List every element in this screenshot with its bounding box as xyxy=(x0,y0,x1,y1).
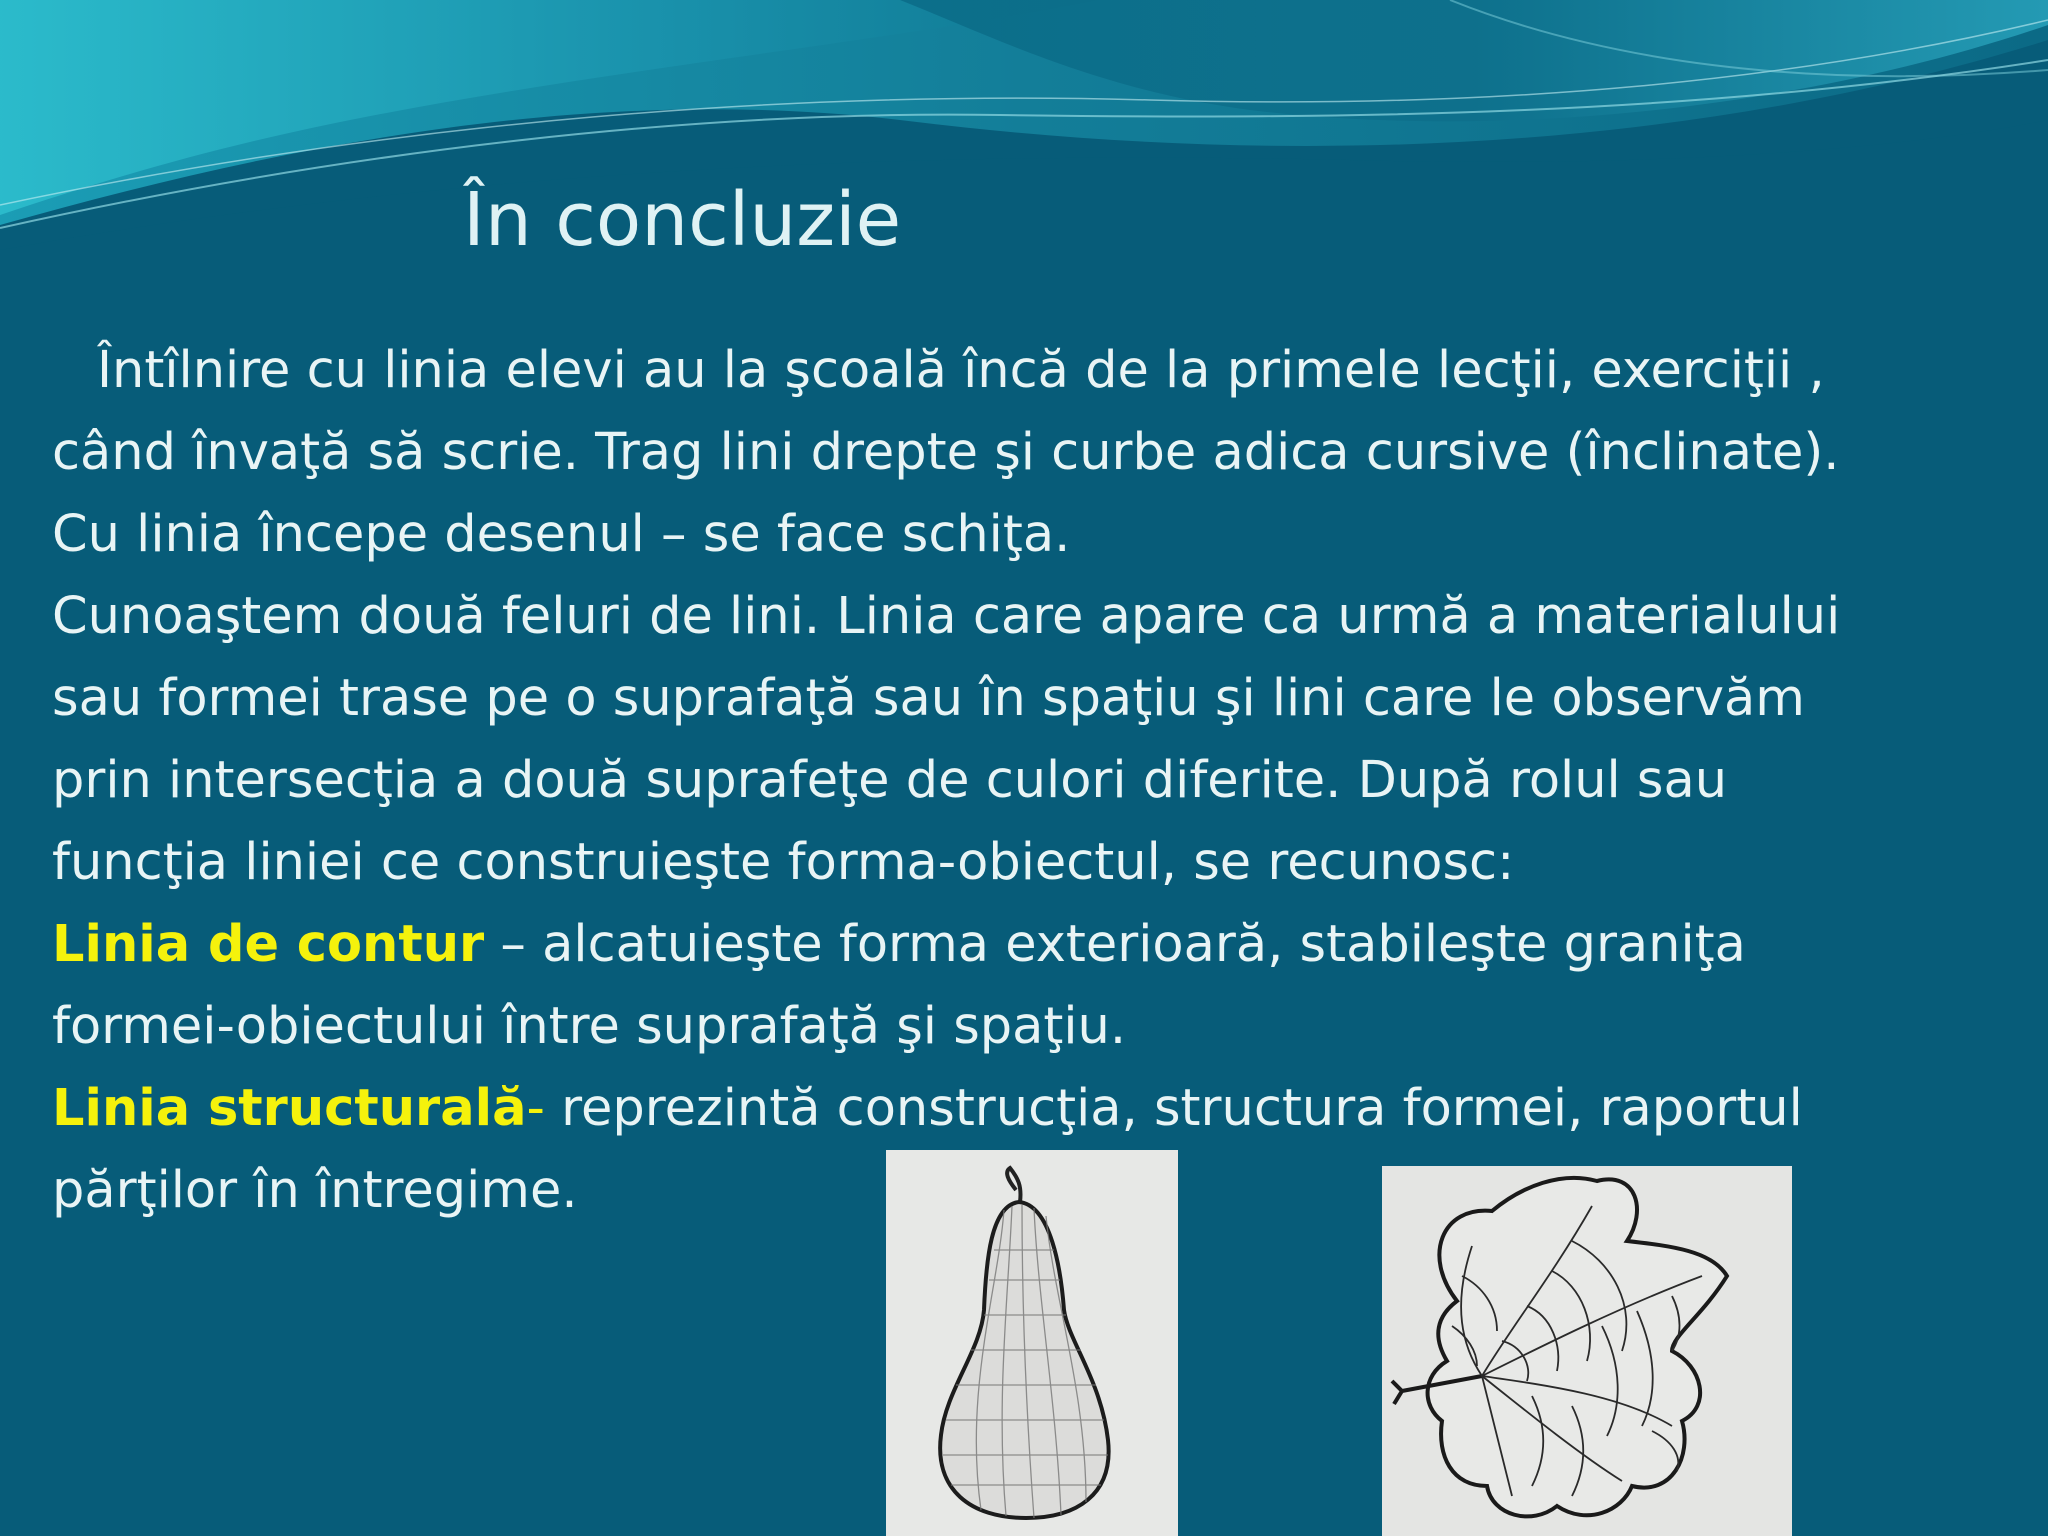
pear-drawing-image xyxy=(886,1150,1178,1536)
term-structural: Linia structurală xyxy=(52,1079,527,1138)
term-contour: Linia de contur xyxy=(52,915,485,974)
term-separator: - xyxy=(526,1079,545,1138)
definition-structural xyxy=(52,1068,2042,1150)
definition-structural-text: reprezintă construcţia, structura formei, raportul xyxy=(544,1079,1803,1138)
slide-body xyxy=(52,330,2042,1232)
definition-contour xyxy=(52,904,2042,986)
leaf-sketch xyxy=(1382,1166,1792,1536)
body-line: sau formei trase pe o suprafaţă sau în spaţiu şi lini care le observăm xyxy=(52,669,1805,728)
body-line: părţilor în întregime. xyxy=(52,1161,578,1220)
body-line: când învaţă să scrie. Trag lini drepte şi curbe adica cursive (înclinate). xyxy=(52,423,1840,482)
body-line: Cunoaştem două feluri de lini. Linia care apare ca urmă a materialului xyxy=(52,587,1841,646)
body-line: Întîlnire cu linia elevi au la şcoală încă de la primele lecţii, exerciţii , xyxy=(97,341,1825,400)
body-line: formei-obiectului între suprafaţă şi spaţiu. xyxy=(52,997,1127,1056)
slide-title: În concluzie xyxy=(463,177,902,263)
wave-header-decoration xyxy=(0,0,2048,260)
body-line: funcţia liniei ce construieşte forma-obiectul, se recunosc: xyxy=(52,833,1515,892)
body-line: Cu linia începe desenul – se face schiţa. xyxy=(52,505,1071,564)
leaf-drawing-image xyxy=(1382,1166,1792,1536)
pear-sketch xyxy=(886,1150,1178,1536)
body-line: prin intersecţia a două suprafeţe de culori diferite. După rolul sau xyxy=(52,751,1728,810)
definition-contour-text: – alcatuieşte forma exterioară, stabileşte graniţa xyxy=(484,915,1746,974)
